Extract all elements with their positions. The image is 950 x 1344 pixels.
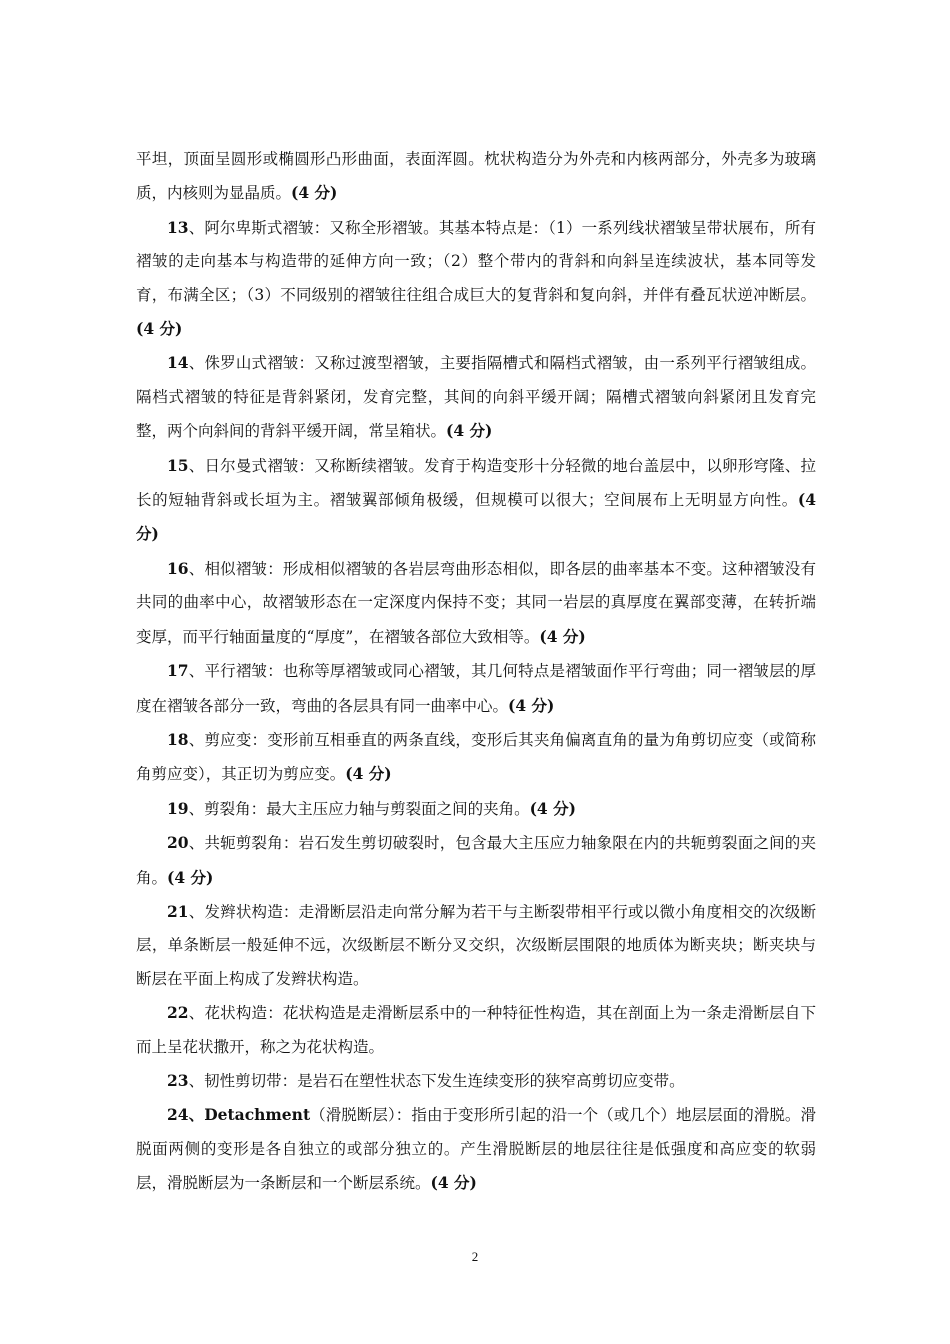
paragraph-19	[136, 792, 816, 826]
page-number: 2	[471, 1249, 479, 1264]
item-number: 20	[167, 833, 189, 853]
paragraph-14	[136, 346, 816, 448]
score-label: (4 分)	[539, 626, 586, 646]
paragraph-text: 、日尔曼式褶皱：又称断续褶皱。发育于构造变形十分轻微的地台盖层中，以卵形穹隆、拉长的短轴背斜或长垣为主。褶皱翼部倾角极缓，但规模可以很大；空间展布上无明显方向性。	[136, 456, 816, 510]
item-number: 19	[167, 798, 189, 818]
item-number: 16	[167, 558, 189, 578]
score-label: (4 分)	[529, 798, 576, 818]
paragraph-text: 平坦，顶面呈圆形或椭圆形凸形曲面，表面浑圆。枕状构造分为外壳和内核两部分，外壳多为玻璃质，内核则为显晶质。	[136, 150, 816, 203]
paragraph-20	[136, 826, 816, 895]
paragraph-18	[136, 723, 816, 792]
paragraph-text: 、发辫状构造：走滑断层沿走向常分解为若干与主断裂带相平行或以微小角度相交的次级断层，单条断层一般延伸不远，次级断层不断分叉交织，次级断层围限的地质体为断夹块；断夹块与断层在平面上构成了发辫状构造。	[136, 902, 816, 988]
paragraph-23	[136, 1064, 816, 1098]
paragraph-text: 、阿尔卑斯式褶皱：又称全形褶皱。其基本特点是：（1）一系列线状褶皱呈带状展布，所有褶皱的走向基本与构造带的延伸方向一致；（2）整个带内的背斜和向斜呈连续波状，基本同等发育，布满全区；（3）不同级别的褶皱往往组合成巨大的复背斜和复向斜，并伴有叠瓦状逆冲断层。	[136, 218, 816, 304]
item-number: 22	[167, 1003, 189, 1023]
score-label: (4 分)	[167, 867, 214, 887]
paragraph-text: 、相似褶皱：形成相似褶皱的各岩层弯曲形态相似，即各层的曲率基本不变。这种褶皱没有共同的曲率中心，故褶皱形态在一定深度内保持不变；其同一岩层的真厚度在翼部变薄，在转折端变厚，而平行轴面量度的“厚度”，在褶皱各部位大致相等。	[136, 559, 816, 646]
item-number: 24、Detachment	[167, 1105, 311, 1125]
paragraph-15	[136, 449, 816, 552]
item-number: 21	[167, 901, 189, 921]
paragraph-text: 、侏罗山式褶皱：又称过渡型褶皱，主要指隔槽式和隔档式褶皱，由一系列平行褶皱组成。隔档式褶皱的特征是背斜紧闭，发育完整，其间的向斜平缓开阔；隔槽式褶皱向斜紧闭且发育完整，两个向斜间的背斜平缓开阔，常呈箱状。	[136, 354, 816, 441]
score-label: (4 分)	[508, 695, 555, 715]
paragraph-12-continued	[136, 143, 816, 211]
paragraph-24	[136, 1098, 816, 1200]
paragraph-text: 、剪裂角：最大主压应力轴与剪裂面之间的夹角。	[188, 799, 530, 818]
paragraph-text: （滑脱断层）：指由于变形所引起的沿一个（或几个）地层层面的滑脱。滑脱面两侧的变形是各自独立的或部分独立的。产生滑脱断层的地层往往是低强度和高应变的软弱层，滑脱断层为一条断层和一个断层系统。	[136, 1106, 816, 1193]
paragraph-16	[136, 552, 816, 654]
item-number: 18	[167, 729, 189, 749]
item-number: 15	[167, 455, 189, 475]
score-label: (4 分)	[345, 764, 392, 784]
item-number: 14	[167, 353, 189, 373]
paragraph-text: 、花状构造：花状构造是走滑断层系中的一种特征性构造，其在剖面上为一条走滑断层自下而上呈花状撒开，称之为花状构造。	[136, 1004, 816, 1056]
paragraph-text: 、剪应变：变形前互相垂直的两条直线，变形后其夹角偏离直角的量为角剪切应变（或简称角剪应变），其正切为剪应变。	[136, 730, 816, 784]
paragraph-17	[136, 654, 816, 723]
item-number: 17	[167, 661, 189, 681]
score-label: (4 分)	[136, 319, 183, 339]
score-label: (4 分)	[430, 1173, 477, 1193]
paragraph-text: 、韧性剪切带：是岩石在塑性状态下发生连续变形的狭窄高剪切应变带。	[188, 1071, 685, 1090]
paragraph-13	[136, 211, 816, 347]
item-number: 13	[167, 217, 189, 237]
paragraph-text: 、共轭剪裂角：岩石发生剪切破裂时，包含最大主压应力轴象限在内的共轭剪裂面之间的夹角。	[136, 834, 816, 887]
paragraph-text: 、平行褶皱：也称等厚褶皱或同心褶皱，其几何特点是褶皱面作平行弯曲；同一褶皱层的厚度在褶皱各部分一致，弯曲的各层具有同一曲率中心。	[136, 662, 816, 715]
paragraph-22	[136, 996, 816, 1064]
score-label: (4 分)	[446, 421, 493, 441]
document-body	[136, 143, 816, 1201]
score-label: (4 分)	[136, 490, 816, 544]
score-label: (4 分)	[291, 183, 338, 203]
item-number: 23	[167, 1070, 189, 1090]
paragraph-21	[136, 895, 816, 996]
